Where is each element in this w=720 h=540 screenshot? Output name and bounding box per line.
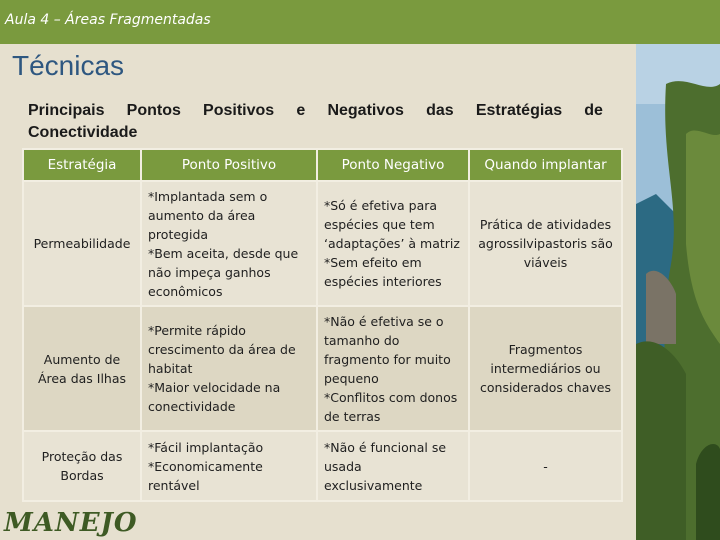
subtitle-word: das (426, 102, 454, 119)
strategy-cell: Permeabilidade (23, 181, 141, 306)
manejo-logo: MANEJO (4, 508, 138, 538)
subtitle-line-1 (28, 100, 603, 122)
subtitle-word: Principais (28, 102, 105, 119)
negative-cell: *Não é efetiva se o tamanho do fragmento for muito pequeno *Conflitos com donos de terras (317, 306, 469, 431)
table-header-row (23, 149, 622, 181)
subtitle-word: de (584, 102, 603, 119)
subtitle-word: e (296, 102, 306, 119)
negative-cell: *Não é funcional se usada exclusivamente (317, 431, 469, 501)
strategies-table (22, 148, 623, 502)
column-header: Quando implantar (469, 149, 622, 181)
strategy-cell: Aumento de Área das Ilhas (23, 306, 141, 431)
positive-cell: *Permite rápido crescimento da área de habitat *Maior velocidade na conectividade (141, 306, 317, 431)
negative-cell: *Só é efetiva para espécies que tem ‘adaptações’ à matriz *Sem efeito em espécies interiores (317, 181, 469, 306)
subtitle-line-2: Conectividade (28, 124, 138, 141)
table-row (23, 431, 622, 501)
header-bar (0, 0, 720, 44)
positive-cell: *Fácil implantação *Economicamente rentável (141, 431, 317, 501)
coastline-photo (636, 44, 720, 540)
subtitle-word: Estratégias (475, 102, 563, 119)
column-header: Estratégia (23, 149, 141, 181)
subtitle-word: Pontos (126, 102, 181, 119)
slide-heading: Técnicas (12, 50, 125, 81)
subtitle-word: Positivos (203, 102, 275, 119)
strategy-cell: Proteção das Bordas (23, 431, 141, 501)
lesson-title: Aula 4 – Áreas Fragmentadas (5, 12, 211, 28)
when-cell: Fragmentos intermediários ou considerados chaves (469, 306, 622, 431)
positive-cell: *Implantada sem o aumento da área protegida *Bem aceita, desde que não impeça ganhos econômicos (141, 181, 317, 306)
when-cell: - (469, 431, 622, 501)
table-row (23, 306, 622, 431)
column-header: Ponto Positivo (141, 149, 317, 181)
table-row (23, 181, 622, 306)
slide-subtitle (28, 100, 603, 144)
subtitle-word: Negativos (327, 102, 404, 119)
column-header: Ponto Negativo (317, 149, 469, 181)
when-cell: Prática de atividades agrossilvipastoris são viáveis (469, 181, 622, 306)
